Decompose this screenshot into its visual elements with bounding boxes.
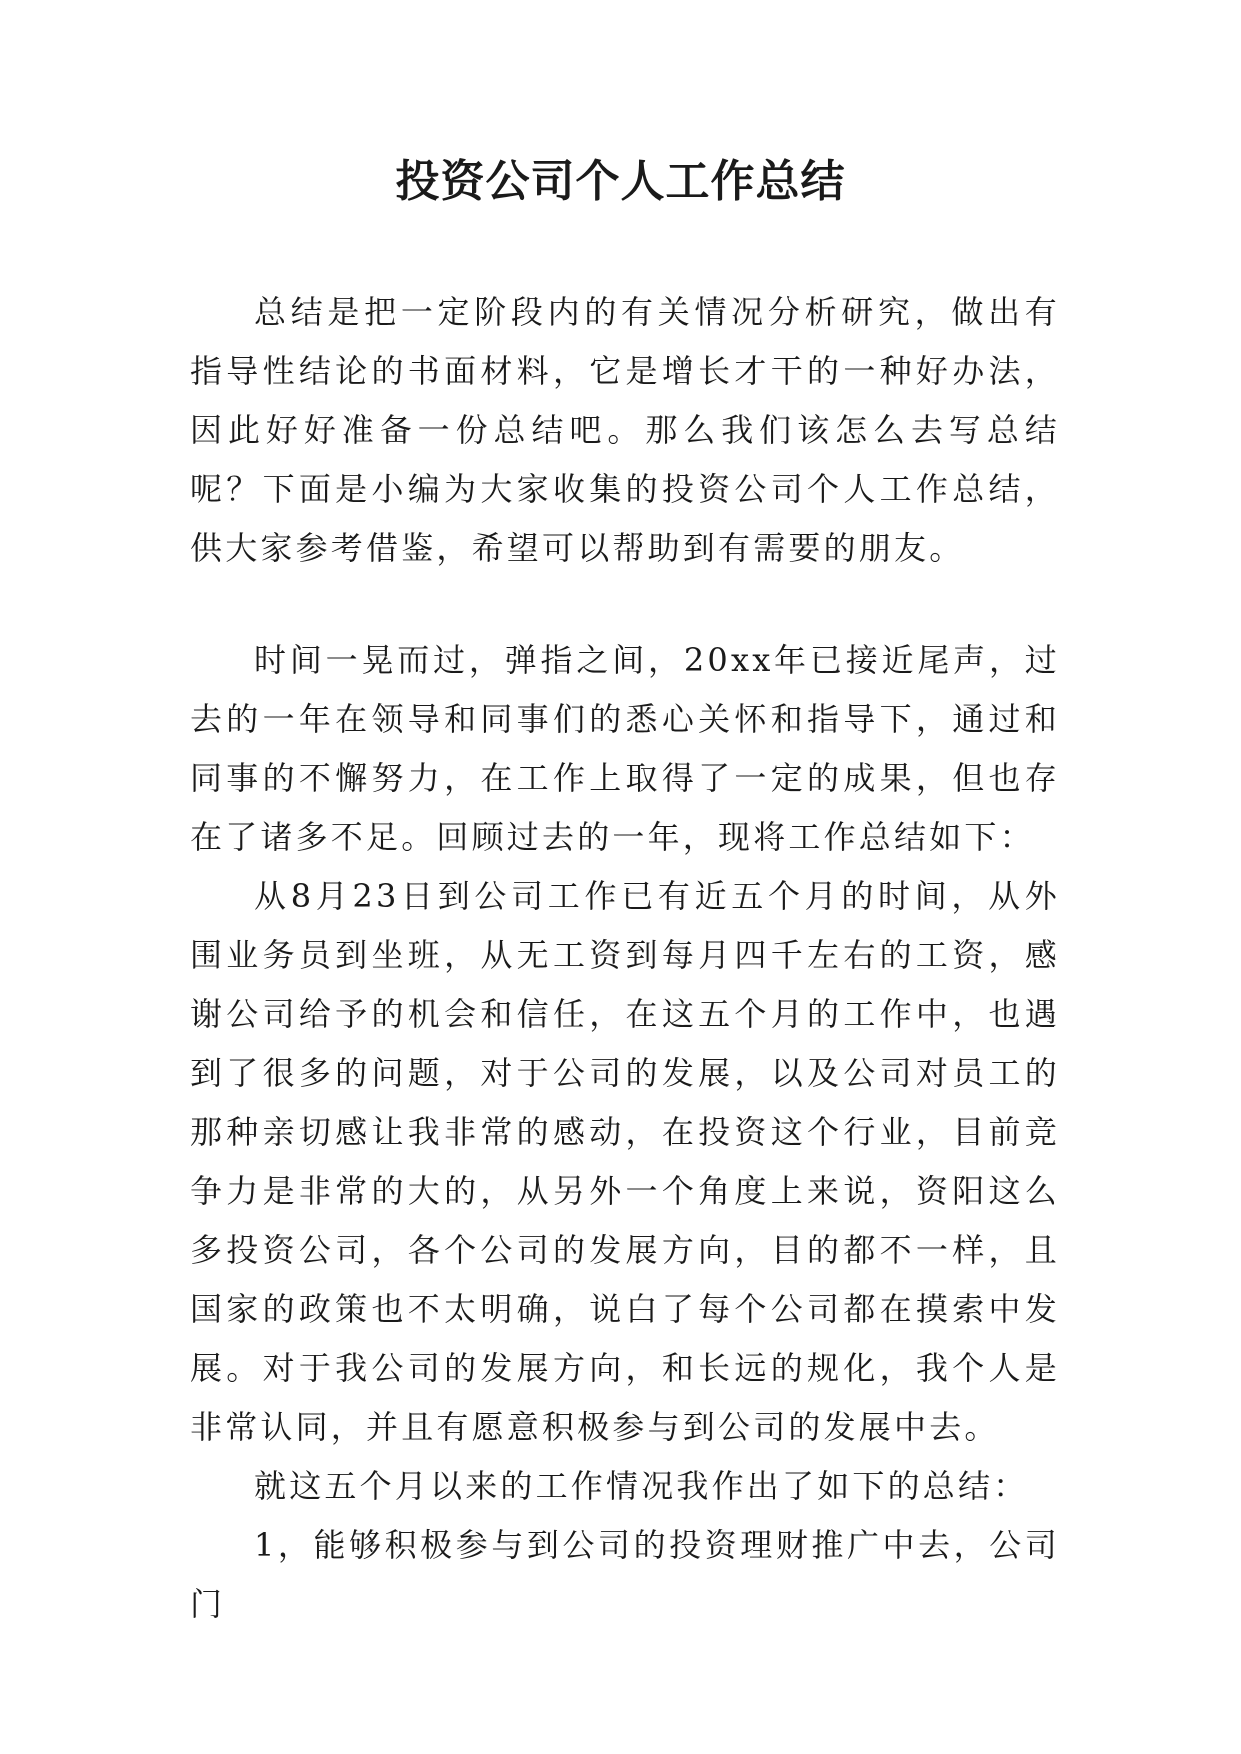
body-paragraph: 从8月23日到公司工作已有近五个月的时间，从外围业务员到坐班，从无工资到每月四千左右的工资，感谢公司给予的机会和信任，在这五个月的工作中，也遇到了很多的问题，对于公司的发展，以及公司对员工的那种亲切感让我非常的感动，在投资这个行业，目前竞争力是非常的大的，从另外一个角度上来说，资阳这么多投资公司，各个公司的发展方向，目的都不一样，且国家的政策也不太明确，说白了每个公司都在摸索中发展。对于我公司的发展方向，和长远的规化，我个人是非常认同，并且有愿意积极参与到公司的发展中去。 — [190, 877, 1060, 1446]
body-paragraph: 1，能够积极参与到公司的投资理财推广中去，公司门 — [190, 1526, 1060, 1623]
intro-section — [190, 283, 1060, 578]
body-paragraph: 就这五个月以来的工作情况我作出了如下的总结： — [254, 1467, 1029, 1505]
body-paragraph: 时间一晃而过，弹指之间，20xx年已接近尾声，过去的一年在领导和同事们的悉心关怀和指导下，通过和同事的不懈努力，在工作上取得了一定的成果，但也存在了诸多不足。回顾过去的一年，现将工作总结如下： — [190, 641, 1060, 856]
page-title: 投资公司个人工作总结 — [395, 156, 846, 207]
intro-paragraph: 总结是把一定阶段内的有关情况分析研究，做出有指导性结论的书面材料，它是增长才干的一种好办法，因此好好准备一份总结吧。那么我们该怎么去写总结呢？下面是小编为大家收集的投资公司个人工作总结，供大家参考借鉴，希望可以帮助到有需要的朋友。 — [190, 293, 1060, 567]
main-section — [190, 631, 1060, 1634]
